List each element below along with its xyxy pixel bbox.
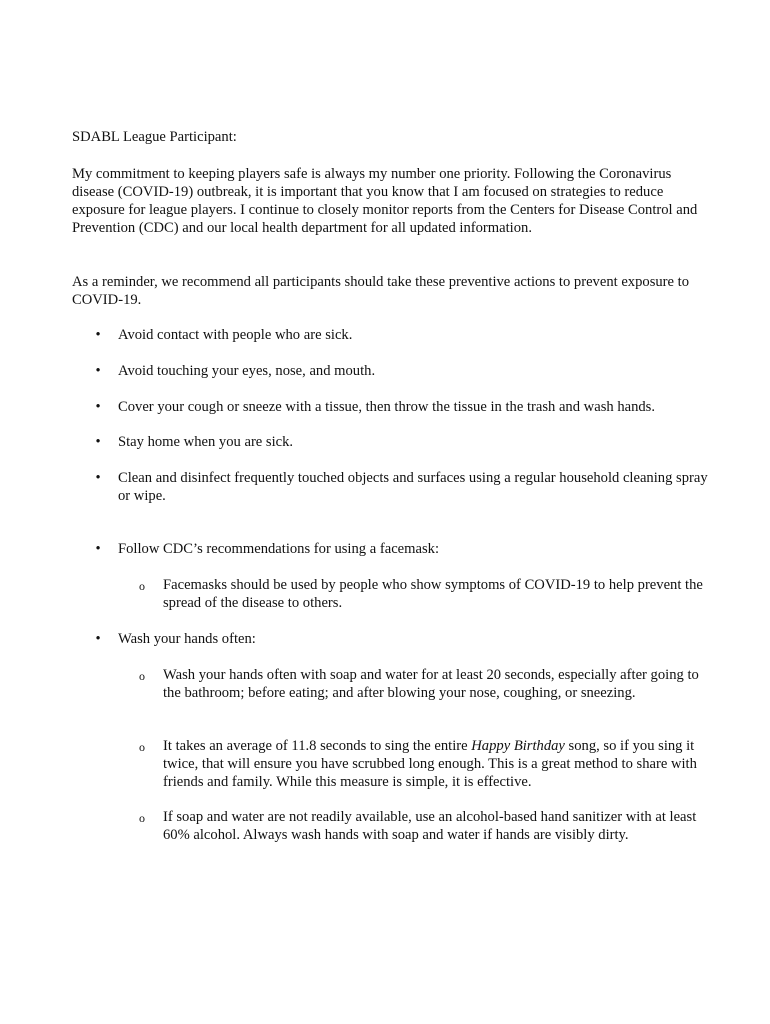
sub-list-item-text: Facemasks should be used by people who show symptoms of COVID-19 to help prevent the spread of the disease to others. [163, 577, 703, 611]
bullet-icon: • [95, 434, 101, 450]
bullet-icon: • [95, 327, 101, 343]
sub-text-part: It takes an average of 11.8 seconds to sing the entire [163, 738, 472, 754]
sub-bullet-icon: o [139, 579, 145, 593]
bullet-icon: • [95, 631, 101, 647]
intro-paragraph: My commitment to keeping players safe is always my number one priority. Following the Coronavirus disease (COVID-19) outbreak, it is important that you know that I am focused on strategies to reduce exposure for league players. I continue to closely monitor reports from the Centers for Disease Control and Prevention (CDC) and our local health department for all updated information. [72, 166, 698, 236]
bullet-icon: • [95, 399, 101, 415]
sub-text-part: song, so if you sing it twice, that will ensure you have scrubbed long enough. This is a great method to share with friends and family. While this measure is simple, it is effective. [163, 738, 697, 790]
list-item-text: Avoid touching your eyes, nose, and mouth. [118, 363, 376, 379]
bullet-icon: • [95, 363, 101, 379]
sub-bullet-icon: o [139, 811, 145, 825]
bullet-icon: • [95, 541, 101, 557]
sub-list-item-text: If soap and water are not readily available, use an alcohol-based hand sanitizer with at least 60% alcohol. Always wash hands with soap and water if hands are visibly dirty. [163, 809, 697, 843]
list-item-text: Follow CDC’s recommendations for using a facemask: [118, 541, 440, 557]
sub-list-item-text [163, 737, 703, 791]
reminder-paragraph: As a reminder, we recommend all participants should take these preventive actions to prevent exposure to COVID-19. [72, 274, 690, 308]
list-item-text: Avoid contact with people who are sick. [118, 327, 353, 343]
sub-bullet-icon: o [139, 740, 145, 754]
list-item-text: Cover your cough or sneeze with a tissue, then throw the tissue in the trash and wash hands. [118, 399, 656, 415]
list-item-text: Clean and disinfect frequently touched objects and surfaces using a regular household cleaning spray or wipe. [118, 470, 708, 504]
list-item-text: Wash your hands often: [118, 631, 256, 647]
list-item-text: Stay home when you are sick. [118, 434, 294, 450]
bullet-icon: • [95, 470, 101, 486]
sub-list-item-text: Wash your hands often with soap and water for at least 20 seconds, especially after going to the bathroom; before eating; and after blowing your nose, coughing, or sneezing. [163, 667, 699, 701]
salutation: SDABL League Participant: [72, 129, 237, 145]
song-title: Happy Birthday [471, 738, 565, 754]
sub-bullet-icon: o [139, 669, 145, 683]
